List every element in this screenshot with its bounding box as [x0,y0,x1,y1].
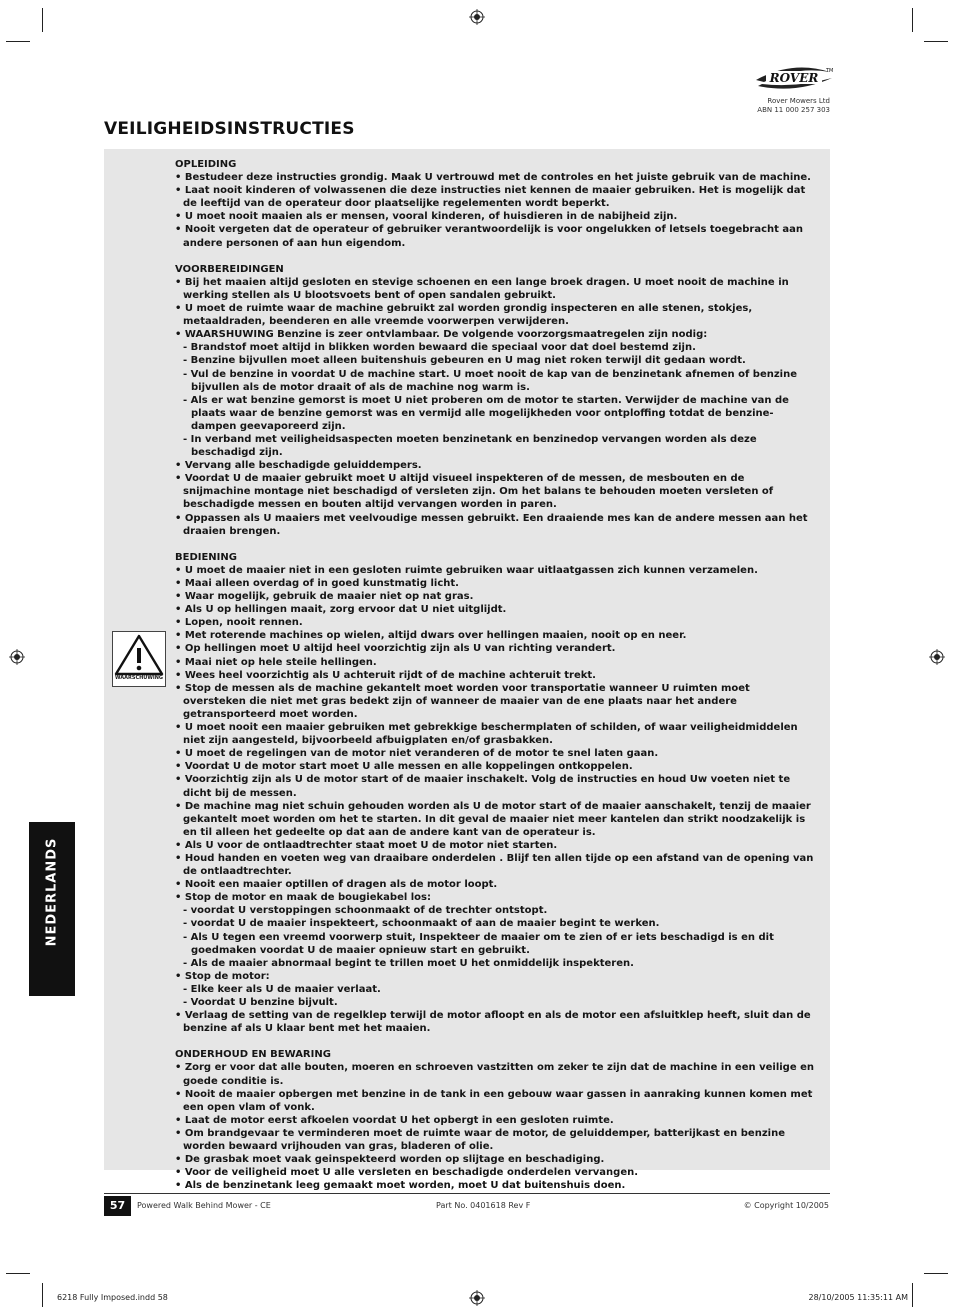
rover-logo-icon [752,62,834,96]
bullet-item: • U moet de regelingen van de motor niet veranderen of de motor te snel laten gaan. [175,748,659,760]
bullet-item: • Met roterende machines op wielen, altijd dwars over hellingen maaien, nooit op en neer. [175,630,687,642]
sub-item: - Benzine bijvullen moet alleen buitenshuis gebeuren en U mag niet roken terwijl dit gedaan wordt. [183,355,746,367]
sub-item: - Als U tegen een vreemd voorwerp stuit, Inspekteer de maaier om te zien of er iets beschadigd is en dit goedmaken voordat U de maaier opnieuw start en gebruikt. [183,931,774,956]
bullet-item: • Zorg er voor dat alle bouten, moeren en schroeven vastzitten om zeker te zijn dat de machine in een veilige en goede conditie is. [175,1062,815,1087]
bullet-item: • Maai alleen overdag of in goed kunstmatig licht. [175,578,459,589]
bullet-item: • Laat de motor eerst afkoelen voordat U het opbergt in een gesloten ruimte. [175,1114,614,1126]
bullet-item: • Als de benzinetank leeg gemaakt moet worden, moet U dat buitenshuis doen. [175,1180,626,1192]
bullet-item: • Wees heel voorzichtig als U achteruit rijdt of de machine achteruit trekt. [175,669,596,681]
bullet-item: • Verlaag de setting van de regelklep terwijl de motor afloopt en als de motor een afsluitklep heeft, sluit dan de benzine af als U klaar bent met het maaien. [175,1010,811,1035]
bullet-item: • U moet nooit maaien als er mensen, vooral kinderen, of huisdieren in de nabijheid zijn. [175,211,678,223]
footer-rule [104,1193,830,1194]
footer-copyright: © Copyright 10/2005 [743,1201,829,1210]
bullet-item: • U moet de ruimte waar de machine gebruikt zal worden grondig inspecteren en alle stenen, stokjes, metaaldraden, beenderen en alle vreemde voorwerpen verwijderen. [175,303,753,328]
bullet-item: • Laat nooit kinderen of volwassenen die deze instructies niet kennen de maaier gebruiken. Het is mogelijk dat de leeftijd van de operateur door plaatselijke regelementen wordt beperkt. [175,185,806,210]
bullet-item: • Lopen, nooit rennen. [175,617,303,629]
bullet-item: • Stop de motor en maak de bougiekabel los: [175,892,432,904]
registration-mark-icon [929,649,945,665]
bullet-item: • De grasbak moet vaak geinspekteerd worden op slijtage en beschadiging. [175,1154,605,1166]
sub-item: - voordat U verstoppingen schoonmaakt of de trechter ontstopt. [183,905,548,917]
bullet-item: • Oppassen als U maaiers met veelvoudige messen gebruikt. Een draaiende mes kan de andere messen aan het draaien brengen. [175,512,808,537]
bullet-item: • Bij het maaien altijd gesloten en stevige schoenen en een lange broek dragen. U moet nooit de machine in werking stellen als U blootsvoets bent of open sandalen gebruikt. [175,276,789,301]
crop-mark [6,41,30,42]
crop-mark [6,1273,30,1274]
bullet-item: • Bestudeer deze instructies grondig. Maak U vertrouwd met de controles en het juiste gebruik van de machine. [175,172,811,184]
section-heading: OPLEIDING [175,159,237,170]
registration-mark-icon [469,1290,485,1306]
bullet-item: • Waar mogelijk, gebruik de maaier niet op nat gras. [175,591,474,603]
registration-mark-icon [469,9,485,25]
company-name: Rover Mowers Ltd [767,97,830,105]
section-heading: VOORBEREIDINGEN [175,263,284,275]
bullet-item: • Voordat U de motor start moet U alle messen en alle koppelingen ontkoppelen. [175,761,633,773]
footer-product: Powered Walk Behind Mower - CE [137,1201,271,1210]
logo-brand: ROVER [769,71,819,85]
sub-item: - In verband met veiligheidsaspecten moeten benzinetank en benzinedop vervangen worden als deze beschadigd zijn. [183,433,757,459]
rover-logo [752,62,834,96]
warning-symbol [112,631,166,687]
page-number: 57 [104,1196,131,1216]
sub-item: - Als er wat benzine gemorst is moet U niet proberen om de motor te starten. Verwijder de machine van de plaats waar de benzine gemorst was en vermijd alle mogelijkheden voor ontploffing totdat de benzine-dampen geevaporeerd zijn. [183,394,789,432]
warning-triangle-icon [113,634,165,676]
bullet-item: • Stop de messen als de machine gekantelt moet worden voor transportatie wanneer U ruimten moet oversteken die niet met gras bedekt zijn of wanneer de maaier van de ene plaats naar het andere getransporteerd moet worden. [175,682,750,720]
bullet-item: • Op hellingen moet U altijd heel voorzichtig zijn als U van richting verandert. [175,643,616,655]
bullet-item: • Maai niet op hele steile hellingen. [175,656,377,668]
slug-timestamp: 28/10/2005 11:35:11 AM [808,1293,908,1302]
bullet-item: • Voordat U de maaier gebruikt moet U altijd visueel inspekteren of de messen, de mesbouten en de snijmachine montage niet beschadigd of versleten zijn. Om het balans te behouden moeten versleten of beschadigde messen en bouten altijd vervangen worden in paren. [175,473,774,511]
bullet-item: • Als U voor de ontlaadtrechter staat moet U de motor niet starten. [175,839,558,851]
bullet-item: • U moet nooit een maaier gebruiken met gebrekkige beschermplaten of schilden, of waar veiligheidmiddelen niet zijn aangesteld, bijvoorbeeld afbuigplaten en/of grasbakken. [175,722,798,747]
bullet-item: • De machine mag niet schuin gehouden worden als U de motor start of de maaier aanschakelt, tenzij de maaier gekantelt moet worden om het te starten. In dit geval de maaier niet meer kantelen dan strikt noodzakelijk is en til alleen het gedeelte op dat aan de andere kant van de operateur is. [175,800,811,838]
sub-item: - Als de maaier abnormaal begint te trillen moet U het onmiddelijk inspekteren. [183,957,634,969]
footer-part-number: Part No. 0401618 Rev F [436,1201,531,1210]
sub-item: - Voordat U benzine bijvult. [183,997,338,1008]
crop-mark [42,8,43,32]
crop-mark [912,1283,913,1307]
logo-trademark: TM [826,68,834,74]
slug-filename: 6218 Fully Imposed.indd 58 [57,1293,168,1302]
crop-mark [912,8,913,32]
section-heading: BEDIENING [175,551,237,563]
warning-label: WAARSCHUWING [114,675,164,681]
section-gap [175,250,815,263]
sub-item: - Elke keer als U de maaier verlaat. [183,983,381,995]
crop-mark [924,1273,948,1274]
bullet-item: • Houd handen en voeten weg van draaibare onderdelen . Blijf ten allen tijde op een afstand van de opening van de ontlaadtrechter. [175,852,814,878]
bullet-item: • Stop de motor: [175,970,270,982]
section-heading: ONDERHOUD EN BEWARING [175,1049,331,1061]
bullet-item: • Om brandgevaar te verminderen moet de ruimte waar de motor, de geluiddemper, batterijkast en benzine worden bewaard vrijhouden van gras, bladeren of olie. [175,1127,785,1153]
sub-item: - voordat U de maaier inspekteert, schoonmaakt of aan de maaier begint te werken. [183,918,660,930]
instructions-content [175,158,815,1192]
bullet-item: • Nooit een maaier optillen of dragen als de motor loopt. [175,879,498,891]
sub-item: - Vul de benzine in voordat U de machine start. U moet nooit de kap van de benzinetank afnemen of benzine bijvullen als de motor draait of als de machine nog warm is. [183,368,797,393]
sub-item: - Brandstof moet altijd in blikken worden bewaard die speciaal voor dat doel bestemd zijn. [183,342,696,354]
page-title: VEILIGHEIDSINSTRUCTIES [104,119,355,139]
section-gap [175,1035,815,1048]
bullet-item: • Voorzichtig zijn als U de motor start of de maaier inschakelt. Volg de instructies en houd Uw voeten niet te dicht bij de messen. [175,774,791,799]
bullet-item: • Als U op hellingen maait, zorg ervoor dat U niet uitglijdt. [175,604,507,616]
bullet-item: • Nooit vergeten dat de operateur of gebruiker verantwoordelijk is voor ongelukken of letsels toegebracht aan andere personen of aan hun eigendom. [175,224,804,249]
bullet-item: • WAARSHUWING Benzine is zeer ontvlambaar. De volgende voorzorgsmaatregelen zijn nodig: [175,329,708,341]
bullet-item: • Nooit de maaier opbergen met benzine in de tank in een gebouw waar gassen in aanraking kunnen komen met een open vlam of vonk. [175,1088,813,1113]
registration-mark-icon [9,649,25,665]
crop-mark [42,1283,43,1307]
crop-mark [924,41,948,42]
bullet-item: • U moet de maaier niet in een gesloten ruimte gebruiken waar uitlaatgassen zich kunnen verzamelen. [175,564,758,576]
bullet-item: • Vervang alle beschadigde geluiddempers. [175,460,422,472]
bullet-item: • Voor de veiligheid moet U alle versleten en beschadigde onderdelen vervangen. [175,1167,639,1179]
language-tab-label: NEDERLANDS [44,837,60,947]
language-tab [29,822,75,996]
section-gap [175,538,815,551]
company-abn: ABN 11 000 257 303 [757,106,830,114]
